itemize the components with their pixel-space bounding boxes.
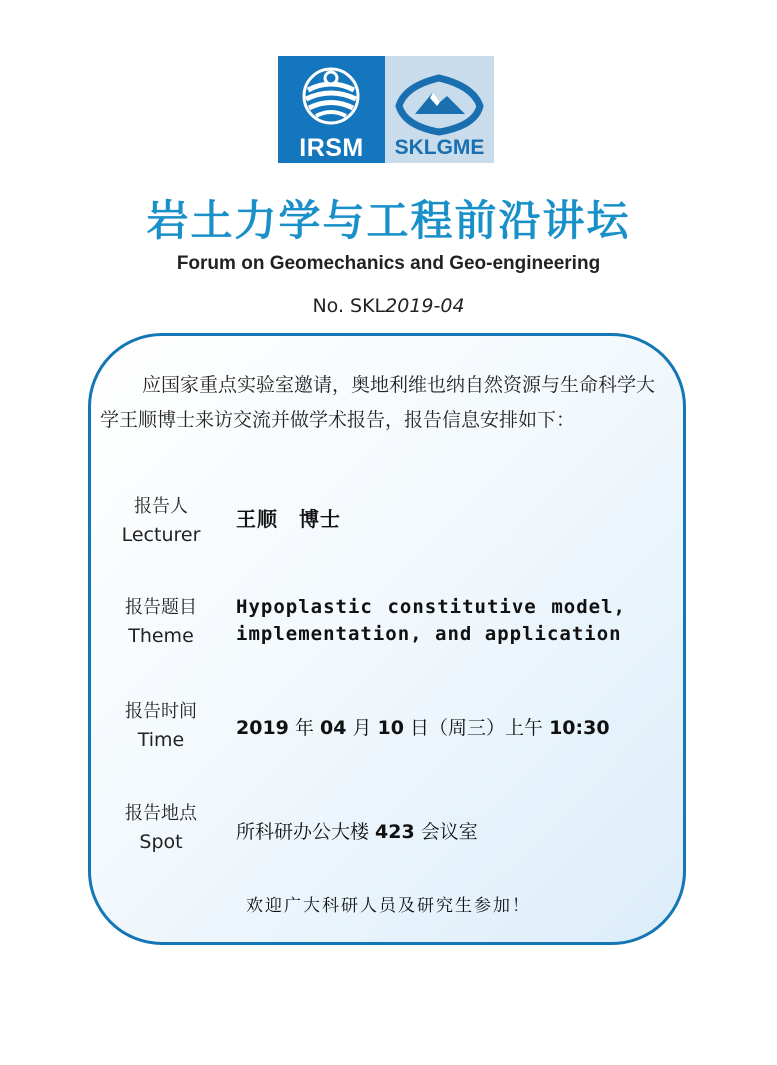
welcome-note: 欢迎广大科研人员及研究生参加！ [246, 896, 531, 916]
theme-label [100, 594, 222, 650]
lecturer-label-en: Lecturer [121, 524, 201, 546]
lecturer-label [100, 493, 222, 549]
spot-value [236, 817, 478, 844]
irsm-logo [278, 56, 385, 163]
forum-title-cn: 岩土力学与工程前沿讲坛 [146, 196, 631, 245]
time-month-unit: 月 [346, 717, 378, 739]
sklgme-logo [385, 56, 494, 163]
forum-title-en: Forum on Geomechanics and Geo-engineering [176, 253, 601, 274]
spot-label [100, 800, 222, 856]
time-day: 10 [377, 717, 404, 739]
forum-number-prefix: No. SKL [312, 295, 386, 317]
intro-paragraph [100, 368, 666, 438]
time-label-cn: 报告时间 [125, 701, 197, 722]
time-year-unit: 年 [288, 717, 320, 739]
time-value [236, 713, 610, 740]
sklgme-logo-text: SKLGME [394, 136, 485, 159]
logo-banner [278, 56, 494, 163]
theme-label-cn: 报告题目 [125, 597, 197, 618]
theme-value: Hypoplastic constitutive model, implementation, and application [236, 596, 626, 645]
spot-suffix: 会议室 [414, 821, 478, 843]
time-month: 04 [319, 717, 347, 739]
time-clock: 10:30 [549, 717, 610, 739]
time-year: 2019 [236, 717, 289, 739]
spot-room: 423 [375, 821, 415, 843]
time-day-rest: 日（周三）上午 [403, 717, 550, 739]
forum-number [0, 295, 777, 317]
irsm-logo-text: IRSM [299, 134, 364, 162]
forum-number-value: 2019-04 [385, 295, 465, 317]
spot-prefix: 所科研办公大楼 [236, 821, 376, 843]
time-label-en: Time [137, 729, 185, 751]
intro-text: 应国家重点实验室邀请，奥地利维也纳自然资源与生命科学大学王顺博士来访交流并做学术报告，报告信息安排如下： [100, 374, 656, 431]
time-label [100, 698, 222, 754]
spot-label-cn: 报告地点 [125, 803, 197, 824]
spot-label-en: Spot [139, 831, 183, 853]
lecturer-value: 王顺 博士 [236, 507, 341, 531]
theme-label-en: Theme [128, 625, 194, 647]
lecturer-label-cn: 报告人 [134, 496, 188, 517]
